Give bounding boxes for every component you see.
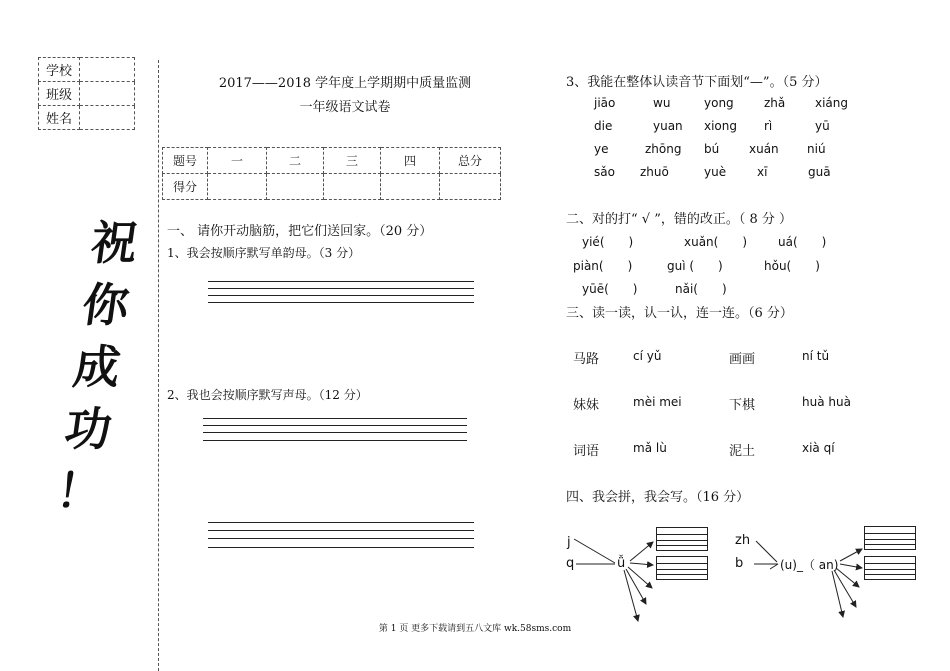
- syllable[interactable]: jiāo: [594, 96, 616, 110]
- correction-item[interactable]: yié( ): [582, 235, 634, 249]
- score-cell[interactable]: [381, 174, 440, 200]
- section2-heading: 二、对的打“ √ ”，错的改正。（ 8 分 ）: [566, 212, 793, 227]
- syllable[interactable]: die: [594, 119, 613, 133]
- section1-heading: 一、 请你开动脑筋，把它们送回家。（20 分）: [167, 224, 433, 239]
- match-word[interactable]: 下棋: [729, 398, 756, 413]
- initial-j: j: [567, 535, 571, 550]
- score-header: 总分: [440, 148, 501, 174]
- pinyin-write-box[interactable]: [864, 556, 916, 580]
- syllable[interactable]: niú: [807, 142, 826, 156]
- correction-item[interactable]: uá( ): [778, 235, 827, 249]
- blessing-text: [40, 212, 154, 522]
- match-pinyin[interactable]: ní tǔ: [802, 349, 830, 363]
- syllable[interactable]: zhōng: [645, 142, 682, 156]
- score-cell[interactable]: [208, 174, 267, 200]
- score-cell[interactable]: [440, 174, 501, 200]
- match-pinyin[interactable]: xià qí: [802, 441, 835, 455]
- correction-item[interactable]: hǒu( ): [764, 259, 820, 273]
- exam-title-subject: 一年级语文试卷: [299, 100, 391, 115]
- score-cell[interactable]: [267, 174, 324, 200]
- syllable[interactable]: yuè: [704, 165, 727, 179]
- score-cell[interactable]: [324, 174, 381, 200]
- section1-q2: 2、我也会按顺序默写声母。（12 分）: [167, 388, 368, 402]
- score-row-label: 得分: [163, 174, 208, 200]
- match-pinyin[interactable]: mèi mei: [633, 395, 682, 409]
- syllable[interactable]: yong: [704, 96, 734, 110]
- syllable[interactable]: yuan: [653, 119, 683, 133]
- page-footer: 第 1 页 更多下载请到五八文库 wk.58sms.com: [378, 624, 572, 634]
- score-header: 二: [267, 148, 324, 174]
- syllable[interactable]: zhǎ: [764, 96, 786, 110]
- match-word[interactable]: 妹妹: [573, 398, 600, 413]
- blessing-char: 祝: [87, 216, 142, 270]
- syllable[interactable]: rì: [764, 119, 773, 133]
- match-word[interactable]: 词语: [573, 444, 600, 459]
- initial-q: q: [566, 556, 575, 571]
- blessing-char: 功: [61, 402, 116, 456]
- blessing-char: ！: [52, 464, 107, 518]
- syllable[interactable]: xiáng: [815, 96, 849, 110]
- blessing-char: 你: [78, 278, 133, 332]
- correction-item[interactable]: yūē( ): [582, 282, 638, 296]
- school-field[interactable]: [80, 58, 135, 82]
- pinyin-write-box[interactable]: [864, 526, 916, 550]
- blessing-char: 成: [70, 340, 124, 394]
- score-header: 一: [208, 148, 267, 174]
- binding-line: [158, 60, 159, 671]
- class-field[interactable]: [80, 82, 135, 106]
- correction-item[interactable]: piàn( ): [573, 259, 633, 273]
- name-field[interactable]: [80, 106, 135, 130]
- name-label: 姓名: [39, 106, 80, 130]
- section3-heading: 三、读一读，认一认，连一连。（6 分）: [566, 306, 793, 321]
- score-header: 四: [381, 148, 440, 174]
- correction-item[interactable]: guì ( ): [667, 259, 723, 273]
- syllable[interactable]: xī: [757, 165, 768, 179]
- correction-item[interactable]: nǎi( ): [675, 282, 727, 296]
- q3-heading: 3、我能在整体认读音节下面划“—”。（5 分）: [566, 75, 828, 90]
- match-pinyin[interactable]: mǎ lù: [633, 441, 667, 455]
- syllable[interactable]: zhuō: [640, 165, 669, 179]
- score-header: 三: [324, 148, 381, 174]
- school-label: 学校: [39, 58, 80, 82]
- pinyin-write-box[interactable]: [656, 527, 708, 551]
- syllable[interactable]: guā: [808, 165, 831, 179]
- score-table: [162, 147, 501, 200]
- final-v: ǚ: [617, 556, 626, 571]
- syllable[interactable]: bú: [704, 142, 720, 156]
- syllable[interactable]: yū: [815, 119, 830, 133]
- final-uan: (u)_（ an): [780, 558, 839, 572]
- match-pinyin[interactable]: cí yǔ: [633, 349, 662, 363]
- correction-item[interactable]: xuǎn( ): [684, 235, 748, 249]
- match-word[interactable]: 画画: [729, 352, 756, 367]
- section1-q1: 1、我会按顺序默写单韵母。（3 分）: [167, 246, 361, 260]
- class-label: 班级: [39, 82, 80, 106]
- syllable[interactable]: sǎo: [594, 165, 615, 179]
- exam-title-year: 2017——2018 学年度上学期期中质量监测: [218, 76, 472, 91]
- initial-zh: zh: [735, 533, 751, 548]
- match-word[interactable]: 泥土: [729, 444, 756, 459]
- syllable[interactable]: ye: [594, 142, 609, 156]
- pinyin-write-box[interactable]: [656, 556, 708, 580]
- match-word[interactable]: 马路: [573, 352, 600, 367]
- student-info-table: [38, 57, 135, 130]
- initial-b: b: [735, 556, 744, 571]
- score-header: 题号: [163, 148, 208, 174]
- syllable[interactable]: xuán: [749, 142, 779, 156]
- match-pinyin[interactable]: huà huà: [802, 395, 851, 409]
- syllable[interactable]: wu: [653, 96, 671, 110]
- section4-heading: 四、我会拼，我会写。（16 分）: [566, 490, 750, 505]
- syllable[interactable]: xiong: [704, 119, 737, 133]
